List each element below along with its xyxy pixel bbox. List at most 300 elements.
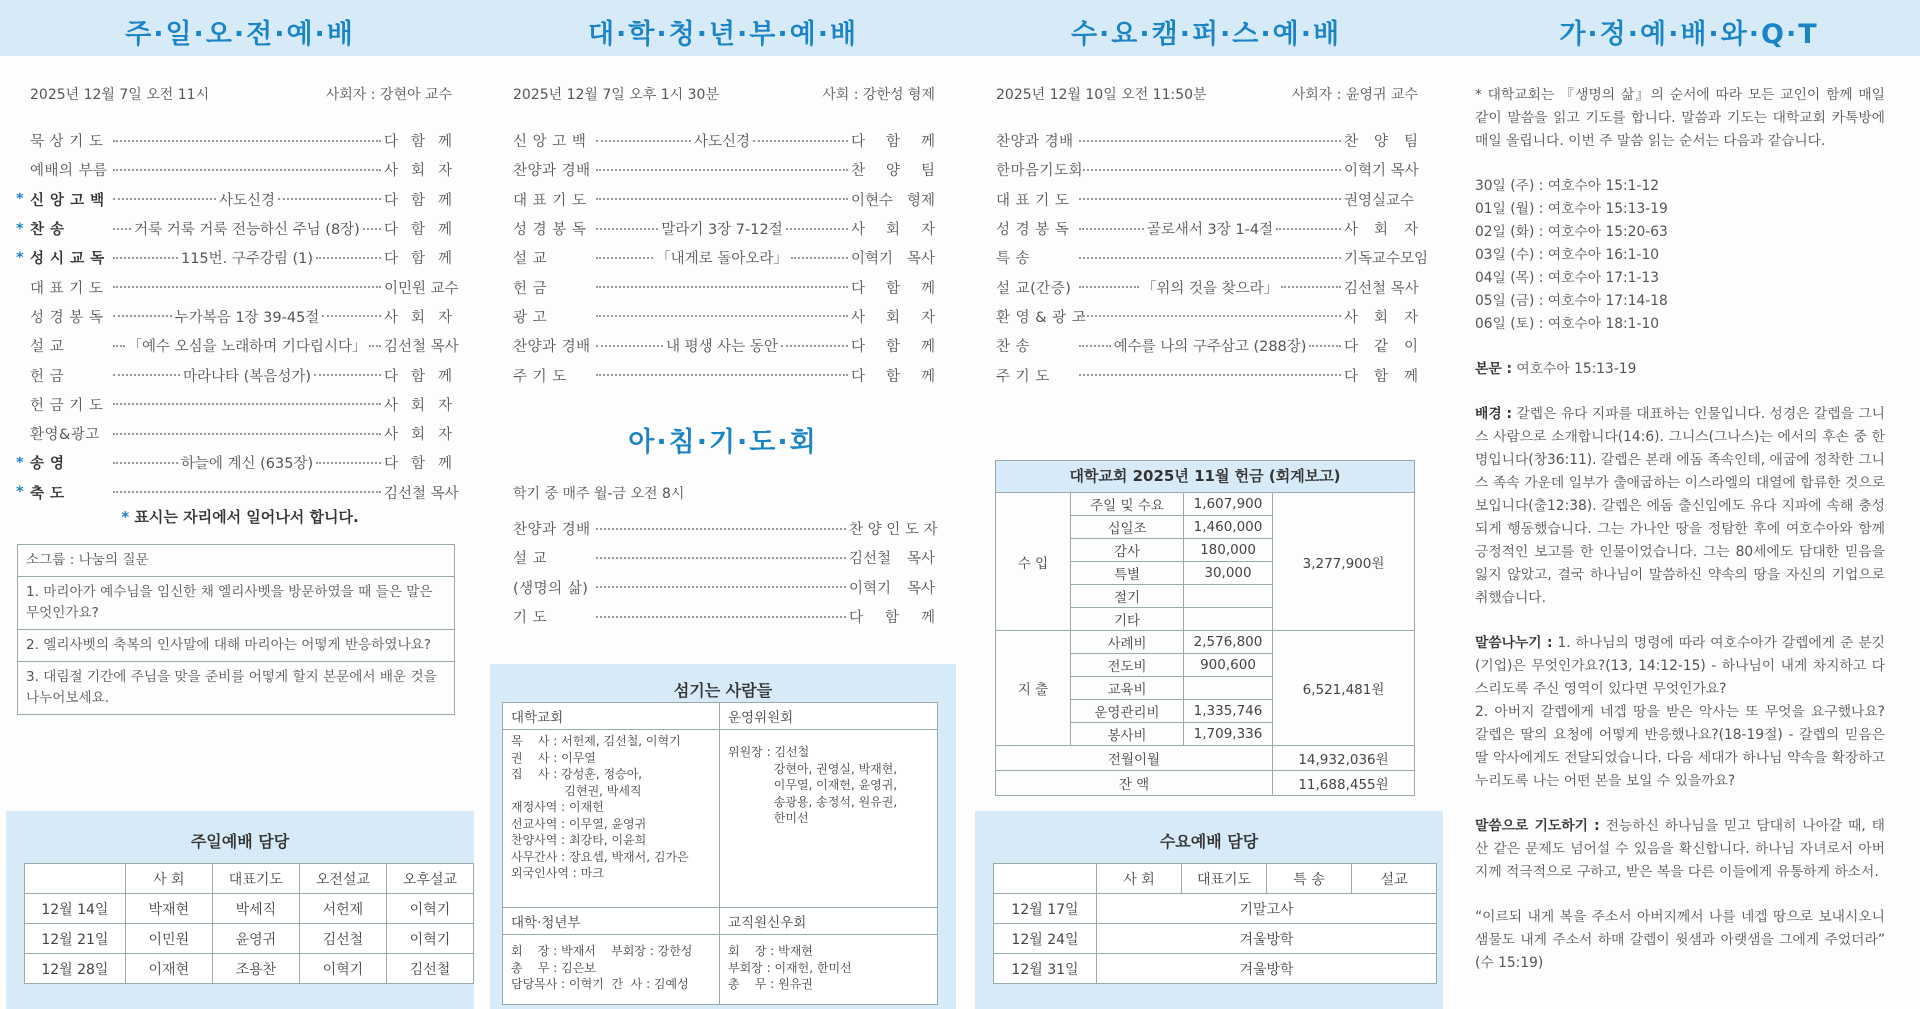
leader-dots: [753, 140, 848, 142]
order-item-leader: [1076, 374, 1344, 376]
youth-service-info: [513, 84, 935, 104]
order-item: [16, 448, 452, 477]
duty-header-cell: 사 회: [1097, 864, 1182, 894]
order-item: [30, 390, 452, 419]
server-line: 재정사역 : 이재헌: [511, 800, 604, 814]
duty-header-cell: 대표기도: [212, 864, 299, 894]
order-item-role: 사 회 자: [384, 163, 452, 180]
order-item-leader: [1076, 335, 1344, 356]
order-item-content: 누가복음 1장 39-45절: [174, 309, 320, 326]
income-label: 수 입: [996, 493, 1071, 631]
wednesday-service-title: 수·요·캠·퍼·스·예·배: [1070, 19, 1342, 50]
order-item-content: 115번. 구주강림 (1): [180, 251, 314, 268]
leader-dots: [113, 491, 381, 493]
leader-dots: [1079, 169, 1341, 171]
leader-dots: [1309, 345, 1341, 347]
leader-dots: [786, 228, 848, 230]
order-item-role: 찬 양 팀: [1344, 134, 1418, 151]
order-item: [16, 185, 452, 214]
text-value: 여호수아 15:13-19: [1511, 361, 1637, 377]
order-item-name: 성 경 봉 독: [996, 222, 1070, 239]
expense-row: [996, 631, 1415, 654]
server-line: 목 사 : 서헌제, 김선철, 이혁기: [511, 734, 681, 748]
order-item-role: 다 함 께: [851, 368, 935, 385]
order-item-role: 사 회 자: [384, 309, 452, 326]
leader-dots: [113, 228, 131, 230]
income-item: 십일조: [1071, 516, 1184, 539]
leader-dots: [596, 616, 846, 618]
order-item-leader: [110, 189, 384, 210]
order-item-role: 다 함 께: [384, 192, 452, 209]
wednesday-service-info: [996, 84, 1418, 104]
order-item-leader: [593, 335, 851, 356]
offering-report-table: [995, 492, 1415, 796]
small-group-header: 소그룹 : 나눔의 질문: [18, 545, 454, 577]
leader-dots: [596, 528, 846, 530]
order-item-leader: [1076, 277, 1344, 298]
order-item: [996, 126, 1418, 155]
duty-cell: 박세직: [212, 894, 299, 924]
leader-dots: [1079, 257, 1341, 259]
duty-cell: 12월 28일: [25, 954, 126, 984]
duty-header-row: [25, 864, 474, 894]
balance-label: 잔 액: [996, 771, 1273, 796]
leader-dots: [113, 462, 178, 464]
order-item-leader: [110, 140, 384, 142]
morning-prayer-order: [513, 514, 938, 631]
order-item: [996, 302, 1418, 331]
duty-header-cell: 특 송: [1267, 864, 1352, 894]
duty-cell: 서헌제: [299, 894, 386, 924]
servers-table: [502, 702, 938, 1005]
order-item: [30, 126, 452, 155]
order-item: [513, 272, 935, 301]
order-item-role: 김선철 목사: [384, 485, 459, 502]
leader-dots: [1079, 228, 1144, 230]
standing-star-icon: *: [16, 484, 24, 501]
qt-intro: * 대학교회는 『생명의 삶』의 순서에 따라 모든 교인이 함께 매일 같이 말씀을 읽고 기도를 합니다. 말씀과 기도는 대학교회 카톡방에 매일 올립니다. 이번 주 말씀 읽는 순서는 다음과 같습니다.: [1475, 87, 1885, 149]
order-item: [30, 360, 452, 389]
income-amount: [1184, 608, 1273, 631]
order-item-content: 말라기 3장 7-12절: [661, 222, 783, 239]
leader-dots: [596, 315, 848, 317]
leader-dots: [1079, 374, 1341, 376]
standing-star-icon: *: [16, 249, 24, 266]
qt-background: [1475, 403, 1885, 610]
order-item-leader: [110, 365, 384, 386]
leader-dots: [1079, 286, 1139, 288]
share-label: 말씀나누기 :: [1475, 635, 1553, 651]
staff-fellowship-members: [720, 935, 938, 1005]
order-item-role: 다 같 이: [1344, 339, 1418, 356]
order-item-name: 성 경 봉 독: [513, 222, 587, 239]
order-item-role: 다 함 께: [384, 222, 452, 239]
committee-members: [720, 730, 938, 908]
order-item: [16, 478, 459, 507]
order-item-leader: [593, 198, 851, 200]
order-item-leader: [1076, 140, 1344, 142]
income-amount: 30,000: [1184, 562, 1273, 585]
youth-service-title: 대·학·청·년·부·예·배: [587, 19, 859, 50]
server-line: 송광용, 송정석, 원유권,: [728, 794, 898, 809]
duty-cell: 이혁기: [386, 924, 473, 954]
order-item-leader: [110, 247, 384, 268]
order-item: [996, 272, 1418, 301]
carryover-amount: 14,932,036원: [1273, 746, 1415, 771]
leader-dots: [113, 198, 216, 200]
small-group-questions: [17, 544, 455, 715]
server-line: 김현권, 박세직: [511, 783, 642, 798]
duty-cell: 겨울방학: [1097, 924, 1437, 954]
duty-cell: 김선철: [386, 954, 473, 984]
expense-item: 교육비: [1071, 677, 1184, 700]
order-item-leader: [593, 218, 851, 239]
leader-dots: [113, 140, 381, 142]
sunday-duty-box: [6, 811, 474, 1009]
expense-amount: [1184, 677, 1273, 700]
income-amount: [1184, 585, 1273, 608]
expense-item: 운영관리비: [1071, 700, 1184, 723]
expense-amount: 2,576,800: [1184, 631, 1273, 654]
youth-dept-members: [503, 935, 720, 1005]
leader-dots: [596, 557, 846, 559]
order-item-name: 한마음기도회: [996, 163, 1084, 180]
leader-dots: [596, 228, 658, 230]
order-item: [30, 272, 459, 301]
income-amount: 1,460,000: [1184, 516, 1273, 539]
sunday-duty-table: [24, 863, 474, 984]
income-total: 3,277,900원: [1273, 493, 1415, 631]
sunday-service-info: [30, 84, 452, 104]
order-item-content: 「예수 오심을 노래하며 기다립시다」: [127, 339, 367, 356]
order-item-leader: [110, 286, 384, 288]
duty-cell: 12월 14일: [25, 894, 126, 924]
wednesday-service-date: 2025년 12월 10일 오전 11:50분: [996, 87, 1207, 103]
order-item-name: 설 교(간증): [996, 280, 1072, 297]
duty-header-blank: [994, 864, 1097, 894]
wednesday-duty-table: [993, 863, 1437, 984]
order-item: [30, 331, 459, 360]
order-item-content: 하늘에 계신 (635장): [180, 456, 314, 473]
duty-row: [994, 954, 1437, 984]
order-item: [513, 214, 935, 243]
order-item-role: 사 회 자: [851, 309, 935, 326]
income-item: 기타: [1071, 608, 1184, 631]
qt-share-1: [1475, 632, 1885, 701]
duty-header-cell: 설교: [1352, 864, 1437, 894]
order-item-role: 다 함 께: [384, 456, 452, 473]
order-item-name: 설 교: [30, 339, 65, 356]
leader-dots: [791, 257, 848, 259]
order-item-name: 환영&광고: [30, 427, 100, 444]
balance-row: [996, 771, 1415, 796]
duty-cell: 이민원: [125, 924, 212, 954]
reading-item: 06일 (토) : 여호수아 18:1-10: [1475, 316, 1659, 332]
order-item-name: 예배의 부름: [30, 163, 108, 180]
server-line: 회 장 : 박재서 부회장 : 강한성: [511, 944, 693, 958]
standing-star-icon: *: [16, 191, 24, 208]
order-item: [513, 602, 935, 631]
duty-row: [25, 924, 474, 954]
leader-dots: [113, 286, 381, 288]
carryover-label: 전월이월: [996, 746, 1273, 771]
youth-service-date: 2025년 12월 7일 오후 1시 30분: [513, 87, 719, 103]
order-item-name: 신 앙 고 백: [30, 192, 105, 209]
order-item-leader: [593, 247, 851, 268]
leader-dots: [322, 315, 381, 317]
leader-dots: [596, 169, 848, 171]
small-group-question: 1. 마리아가 예수님을 임신한 채 엘리사벳을 방문하였을 때 들은 말은 무엇인가요?: [18, 577, 454, 630]
committee-head: 운영위원회: [720, 703, 938, 730]
qt-title: 가·정·예·배·와·Q·T: [1559, 19, 1819, 50]
order-item-leader: [110, 491, 384, 493]
server-line: 외국인사역 : 마크: [511, 866, 604, 880]
leader-dots: [1281, 286, 1341, 288]
leader-dots: [113, 169, 381, 171]
sunday-service-title: 주·일·오·전·예·배: [125, 19, 355, 50]
order-item-role: 이혁기 목사: [1344, 163, 1419, 180]
youth-service-presider: 사회 : 강한성 형제: [822, 87, 935, 103]
duty-cell: 12월 31일: [994, 954, 1097, 984]
youth-dept-head: 대학·청년부: [503, 908, 720, 935]
morning-prayer-info: 학기 중 매주 월-금 오전 8시: [513, 486, 685, 502]
wednesday-order-list: [996, 126, 1429, 390]
note-text: 표시는 자리에서 일어나서 합니다.: [129, 508, 359, 526]
order-item-role: 사 회 자: [1344, 222, 1418, 239]
leader-dots: [369, 345, 381, 347]
reading-item: 02일 (화) : 여호수아 15:20-63: [1475, 224, 1668, 240]
order-item: [513, 243, 935, 272]
order-item-role: 이혁기 목사: [851, 251, 935, 268]
expense-item: 사례비: [1071, 631, 1184, 654]
order-item-name: 축 도: [30, 485, 65, 502]
order-item: [513, 331, 935, 360]
order-item-name: 헌 금: [30, 368, 65, 385]
server-line: 총 무 : 원유권: [728, 977, 813, 991]
order-item-role: 이민원 교수: [384, 280, 459, 297]
service-date: 2025년 12월 7일 오전 11시: [30, 87, 210, 103]
reading-schedule: [1475, 175, 1885, 336]
univ-church-head: 대학교회: [503, 703, 720, 730]
order-item-role: 사 회 자: [384, 427, 452, 444]
order-item: [513, 126, 935, 155]
reading-item: 05일 (금) : 여호수아 17:14-18: [1475, 293, 1668, 309]
order-item-role: 김선철 목사: [384, 339, 459, 356]
standing-star-icon: *: [16, 220, 24, 237]
order-item-name: 헌 금: [513, 280, 548, 297]
leader-dots: [1079, 198, 1341, 200]
order-item-role: 이혁기 목사: [849, 580, 935, 597]
morning-prayer-title: 아·침·기·도·회: [628, 427, 818, 458]
order-item: [513, 302, 935, 331]
duty-cell: 12월 21일: [25, 924, 126, 954]
small-group-question: 2. 엘리사벳의 축복의 인사말에 대해 마리아는 어떻게 반응하였나요?: [18, 630, 454, 662]
duty-cell: 윤영귀: [212, 924, 299, 954]
order-item-leader: [593, 286, 851, 288]
order-item: [16, 214, 452, 243]
leader-dots: [113, 315, 172, 317]
order-item-name: 찬 송: [30, 222, 65, 239]
qt-content: [1475, 84, 1885, 975]
order-item-name: 찬양과 경배: [513, 163, 591, 180]
order-item-role: 사 회 자: [851, 222, 935, 239]
order-item: [513, 155, 935, 184]
order-item-name: 설 교: [513, 251, 548, 268]
leader-dots: [316, 462, 381, 464]
leader-dots: [316, 257, 381, 259]
order-item-role: 다 함 께: [1344, 368, 1418, 385]
youth-order-list: [513, 126, 935, 390]
order-item-content: 「내게로 돌아오라」: [656, 251, 788, 268]
order-item: [513, 514, 938, 543]
order-item-name: 대 표 기 도: [513, 192, 587, 209]
income-amount: 1,607,900: [1184, 493, 1273, 516]
order-item: [16, 243, 452, 272]
order-item-leader: [110, 433, 384, 435]
order-item-leader: [593, 169, 851, 171]
order-item-leader: [110, 335, 384, 356]
order-item-leader: [593, 374, 851, 376]
order-item-leader: [110, 218, 384, 239]
expense-label: 지 출: [996, 631, 1071, 746]
sunday-morning-column: [0, 0, 480, 1009]
server-line: 위원장 : 김선철: [728, 745, 810, 759]
leader-dots: [596, 257, 653, 259]
leader-dots: [781, 345, 848, 347]
order-item: [30, 155, 452, 184]
leader-dots: [596, 374, 848, 376]
order-item-leader: [110, 306, 384, 327]
pray-label: 말씀으로 기도하기 :: [1475, 818, 1600, 834]
server-line: 사무간사 : 장요셉, 박재서, 김가은: [511, 849, 689, 864]
qt-share-2: 2. 아버지 갈렙에게 네겝 땅을 받은 악사는 또 무엇을 요구했나요? 갈렙은 딸의 요청에 어떻게 반응했나요?(18-19절) - 갈렙의 믿음은 딸 악사에게도 전달되었습니다. 다음 세대가 하나님 약속을 확장하고 누리도록 나는 어떤 본을 보일 수 있을까요?: [1475, 704, 1885, 789]
expense-item: 전도비: [1071, 654, 1184, 677]
leader-dots: [113, 257, 178, 259]
server-line: 찬양사역 : 최강타, 이윤희: [511, 833, 647, 847]
leader-dots: [1079, 140, 1341, 142]
servers-title: 섬기는 사람들: [673, 681, 773, 700]
order-item-leader: [1076, 198, 1344, 200]
expense-amount: 900,600: [1184, 654, 1273, 677]
text-label: 본문 :: [1475, 361, 1512, 377]
duty-cell: 이혁기: [386, 894, 473, 924]
order-item: [30, 302, 452, 331]
leader-dots: [363, 228, 381, 230]
order-item-role: 다 함 께: [384, 368, 452, 385]
expense-amount: 1,335,746: [1184, 700, 1273, 723]
duty-cell: 박재현: [125, 894, 212, 924]
leader-dots: [596, 286, 848, 288]
duty-header-cell: 사 회: [125, 864, 212, 894]
order-item: [996, 214, 1418, 243]
order-item-role: 다 함 께: [849, 610, 935, 627]
order-item-content: 마라나타 (복음성가): [183, 368, 311, 385]
service-presider: 사회자 : 강현아 교수: [325, 87, 452, 103]
reading-item: 30일 (주) : 여호수아 15:1-12: [1475, 178, 1659, 194]
order-item-name: 성 경 봉 독: [30, 309, 104, 326]
server-line: 이무열, 이재헌, 윤영귀,: [728, 778, 898, 792]
order-item-name: 묵 상 기 도: [30, 134, 104, 151]
expense-amount: 1,709,336: [1184, 723, 1273, 746]
order-item-role: 다 함 께: [851, 339, 935, 356]
order-item-role: 다 함 께: [851, 134, 935, 151]
order-item-leader: [593, 557, 849, 559]
order-item: [996, 243, 1429, 272]
order-item-name: 성 시 교 독: [30, 251, 105, 268]
leader-dots: [1079, 315, 1341, 317]
order-item-leader: [1076, 315, 1344, 317]
order-item-name: 신 앙 고 백: [513, 134, 587, 151]
leader-dots: [596, 345, 663, 347]
order-item: [513, 360, 935, 389]
qt-quote: “이르되 내게 복을 주소서 아버지께서 나를 네겝 땅으로 보내시오니 샘물도 내게 주소서 하매 갈렙이 윗샘과 아랫샘을 그에게 주었더라” (수 15:19): [1475, 909, 1885, 971]
order-item-name: 대 표 기 도: [30, 280, 104, 297]
leader-dots: [1276, 228, 1341, 230]
background-label: 배경 :: [1475, 406, 1513, 422]
order-item-leader: [1076, 169, 1344, 171]
income-item: 특별: [1071, 562, 1184, 585]
duty-cell: 이혁기: [299, 954, 386, 984]
server-line: 강현아, 권영실, 박재현,: [728, 761, 898, 776]
order-item-name: 기 도: [513, 610, 548, 627]
order-item-role: 찬 양 인 도 자: [849, 522, 938, 539]
duty-cell: 이재현: [125, 954, 212, 984]
order-item-name: 대 표 기 도: [996, 192, 1070, 209]
duty-row: [994, 924, 1437, 954]
order-item-name: 찬양과 경배: [513, 522, 591, 539]
order-item-role: 기독교수모임: [1344, 251, 1429, 268]
order-item-leader: [593, 528, 849, 530]
order-item-leader: [593, 586, 849, 588]
order-item-leader: [593, 315, 851, 317]
duty-header-cell: 대표기도: [1182, 864, 1267, 894]
order-item-role: 다 함 께: [851, 280, 935, 297]
note-star: *: [121, 508, 130, 526]
staff-fellowship-head: 교직원신우회: [720, 908, 938, 935]
carryover-row: [996, 746, 1415, 771]
server-line: 권 사 : 이무열: [511, 750, 596, 765]
income-item: 절기: [1071, 585, 1184, 608]
reading-item: 04일 (목) : 여호수아 17:1-13: [1475, 270, 1659, 286]
balance-amount: 11,688,455원: [1273, 771, 1415, 796]
server-line: 부회장 : 이재헌, 한미선: [728, 960, 852, 975]
order-item: [996, 331, 1418, 360]
leader-dots: [1079, 345, 1111, 347]
order-item-name: 설 교: [513, 551, 548, 568]
duty-cell: 12월 24일: [994, 924, 1097, 954]
income-item: 주일 및 수요: [1071, 493, 1184, 516]
standing-star-icon: *: [16, 454, 24, 471]
order-item-content: 사도신경: [218, 192, 276, 209]
wednesday-duty-title: 수요예배 담당: [1159, 832, 1259, 851]
income-amount: 180,000: [1184, 539, 1273, 562]
order-item-name: 찬양과 경배: [513, 339, 591, 356]
order-item-name: 송 영: [30, 456, 65, 473]
offering-report-title: 대학교회 2025년 11월 헌금 (회계보고): [995, 460, 1415, 493]
reading-item: 03일 (수) : 여호수아 16:1-10: [1475, 247, 1659, 263]
order-item-name: 광 고: [513, 309, 548, 326]
duty-header-row: [994, 864, 1437, 894]
order-item-role: 이현수 형제: [851, 192, 935, 209]
order-item-leader: [1076, 257, 1344, 259]
duty-header-cell: 오후설교: [386, 864, 473, 894]
order-item: [513, 573, 935, 602]
duty-cell: 겨울방학: [1097, 954, 1437, 984]
leader-dots: [596, 586, 846, 588]
order-item: [996, 185, 1418, 214]
expense-total: 6,521,481원: [1273, 631, 1415, 746]
order-item-role: 다 함 께: [384, 251, 452, 268]
